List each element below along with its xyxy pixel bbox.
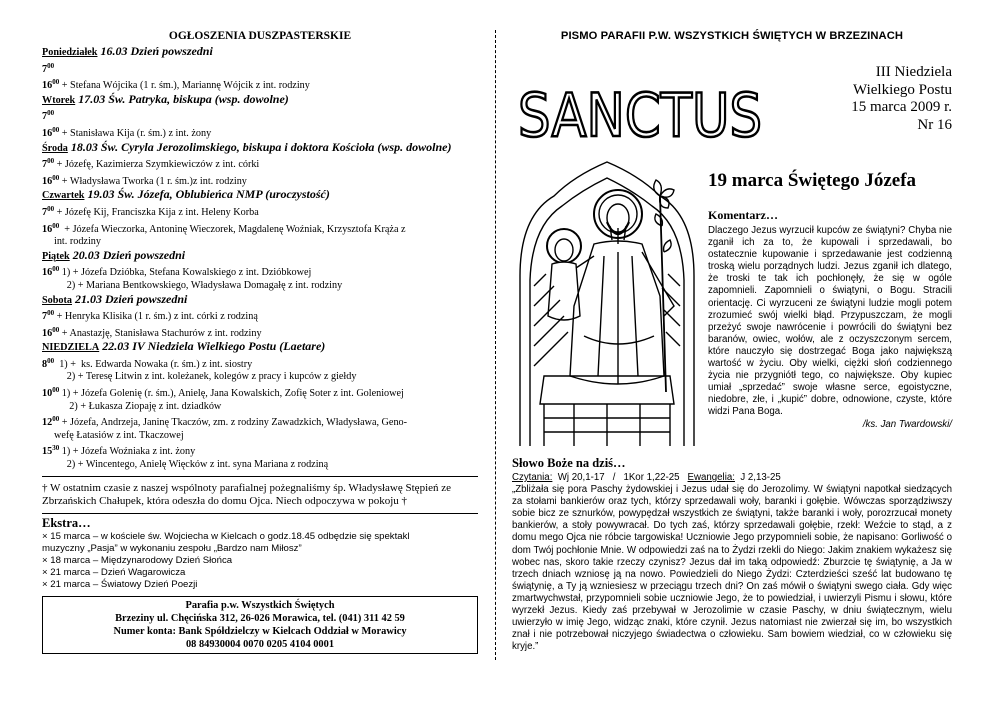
newsletter-header: PISMO PARAFII P.W. WSZYSTKICH ŚWIĘTYCH W BRZEZINACH <box>560 30 904 42</box>
mass-hour: 10 <box>42 388 53 400</box>
day-name: Sobota <box>42 294 73 306</box>
day-date: 16.03 Dzień powszedni <box>97 44 213 58</box>
commentary-section <box>708 208 952 431</box>
intention-text: + Stanisława Kija (r. śm.) z int. żony <box>59 127 212 139</box>
saint-joseph-illustration <box>514 156 700 448</box>
mass-intention <box>42 355 478 372</box>
sanctus-logo-text: SANCTUS <box>518 81 762 151</box>
mass-hour: 7 <box>42 206 48 218</box>
announcements-column <box>42 30 478 680</box>
gospel-label: Ewangelia: <box>687 472 735 483</box>
intention-text: 1) + Józefa Golenię (r. śm.), Anielę, Jana Kowalskich, Zofię Soter z int. Goleniowej <box>59 388 404 400</box>
day-date: 18.03 Św. Cyryla Jerozolimskiego, biskupa i doktora Kościoła (wsp. dowolne) <box>67 139 452 154</box>
mass-minute: 00 <box>52 173 60 182</box>
mass-hour: 7 <box>42 311 48 323</box>
commentary-title: Komentarz… <box>708 208 778 222</box>
day-name: NIEDZIELA <box>42 342 100 354</box>
day-header <box>42 45 478 60</box>
intention-text: wefę Łatasiów z int. Tkaczowej <box>54 429 184 441</box>
mass-hour: 16 <box>42 175 53 187</box>
day-header <box>42 249 478 264</box>
ekstra-list <box>42 531 478 592</box>
mass-minute: 00 <box>47 157 55 166</box>
intention-text: + Anastazję, Stanisława Stachurów z int. rodziny <box>59 327 262 339</box>
issue-line: Wielkiego Postu <box>853 81 952 98</box>
intention-text: 2) + Teresę Litwin z int. koleżanek, kolegów z pracy i kupców z giełdy <box>54 371 357 383</box>
day-name: Wtorek <box>42 94 76 106</box>
headline: 19 marca Świętego Józefa <box>708 170 917 191</box>
mass-intention <box>42 384 478 401</box>
mass-minute: 00 <box>52 78 60 87</box>
mass-hour: 15 <box>42 446 53 458</box>
parish-footer-box <box>42 596 478 655</box>
mass-intention <box>42 413 478 430</box>
newsletter-column <box>512 30 952 680</box>
intention-text: 2) + Wincentego, Anielę Więcków z int. syna Mariana z rodziną <box>54 459 329 471</box>
mass-minute: 00 <box>52 386 60 395</box>
mass-minute: 00 <box>52 221 60 230</box>
ekstra-item: × 18 marca – Międzynarodowy Dzień Słońca <box>42 555 233 567</box>
mass-intention <box>42 60 478 77</box>
intention-text: 1) + Józefa Dzióbka, Stefana Kowalskiego z int. Dzióbkowej <box>59 267 312 279</box>
mass-hour: 12 <box>42 417 53 429</box>
intention-text: int. rodziny <box>54 236 101 248</box>
mass-minute: 00 <box>52 265 60 274</box>
intention-text: 2) + Łukasza Ziopaję z int. dziadków <box>54 400 222 412</box>
separator <box>42 513 478 514</box>
issue-line: III Niedziela <box>875 64 952 80</box>
obituary-notice: † W ostatnim czasie z naszej wspólnoty parafialnej pożegnaliśmy śp. Władysławę Stępień ze Zbrzańskich Chałupek, która odeszła do domu Ojca. Niech odpoczywa w pokoju † <box>42 481 452 508</box>
mass-minute: 00 <box>47 204 55 213</box>
day-header <box>42 93 478 108</box>
mass-intention <box>42 430 478 443</box>
mass-hour: 16 <box>42 267 53 279</box>
day-date: 22.03 IV Niedziela Wielkiego Postu (Laetare) <box>99 339 326 354</box>
intention-text: + Stefana Wójcika (1 r. śm.), Mariannę Wójcik z int. rodziny <box>59 80 310 92</box>
mass-intention <box>42 401 478 414</box>
mass-hour: 16 <box>42 327 53 339</box>
day-header <box>42 340 478 355</box>
mass-minute: 00 <box>52 125 60 134</box>
footer-line: Parafia p.w. Wszystkich Świętych <box>185 599 335 611</box>
commentary-text <box>708 225 952 431</box>
mass-intention <box>42 324 478 341</box>
readings-line <box>512 472 952 484</box>
day-date: 20.03 Dzień powszedni <box>69 247 186 262</box>
day-name: Piątek <box>42 250 70 262</box>
day-date: 21.03 Dzień powszedni <box>72 291 188 306</box>
announcements-schedule <box>42 45 478 472</box>
day-header <box>42 188 478 203</box>
day-name: Poniedziałek <box>42 47 98 58</box>
announcements-title: OGŁOSZENIA DUSZPASTERSKIE <box>168 30 352 42</box>
mass-minute: 00 <box>52 415 60 424</box>
footer-line: 08 84930004 0070 0205 4104 0001 <box>185 639 335 651</box>
mass-intention <box>42 459 478 472</box>
footer-line: Numer konta: Bank Spółdzielczy w Kielcach Oddział w Morawicy <box>113 626 407 638</box>
intention-text: + Józefę Kij, Franciszka Kija z int. Heleny Korba <box>54 206 259 218</box>
mass-intention <box>42 155 478 172</box>
readings-label: Czytania: <box>512 472 553 483</box>
intention-text: + Józefa, Andrzeja, Janinę Tkaczów, zm. z rodziny Zawadzkich, Władysława, Geno- <box>59 417 408 429</box>
mass-minute: 00 <box>52 325 60 334</box>
commentary-signature: /ks. Jan Twardowski/ <box>862 418 952 430</box>
day-date: 19.03 Św. Józefa, Oblubieńca NMP (uroczystość) <box>84 187 330 202</box>
issue-info <box>851 64 952 134</box>
intention-text: + Henryka Klisika (1 r. śm.) z int. córki z rodziną <box>54 311 258 323</box>
mass-hour: 7 <box>42 111 48 123</box>
mass-intention <box>42 220 478 237</box>
mass-hour: 16 <box>42 223 53 235</box>
issue-line: 15 marca 2009 r. <box>851 99 952 115</box>
gospel-title: Słowo Boże na dziś… <box>512 456 626 470</box>
mass-intention <box>42 371 478 384</box>
ekstra-title: Ekstra… <box>42 515 91 530</box>
mass-intention <box>42 76 478 93</box>
intention-text: + Józefa Wieczorka, Antoninę Wieczorek, Magdalenę Woźniak, Krzysztofa Krąża z <box>59 223 406 235</box>
mass-intention <box>42 203 478 220</box>
mass-intention <box>42 172 478 189</box>
mass-minute: 00 <box>47 309 55 318</box>
gospel-text: „Zbliżała się pora Paschy żydowskiej i Jezus udał się do Jerozolimy. W świątyni napotkał siedzących za stołami bankierów oraz tych, którzy sprzedawali woły, baranki i gołębie. Wówczas sporządziwszy sobie bicz ze sznurków, powypędzał wszystkich ze świątyni, także baranki i woły, porozrzucał monety bankierów, a stoły powywracał. Do tych zaś, którzy sprzedawali gołębie, rzekł: Weźcie to stąd, a z domu mego Ojca nie róbcie targowiska! Uczniowie Jego przypomnieli sobie, że napisano: Gorliwość o dom Twój pochłonie Mnie. W odpowiedzi zaś na to Żydzi rzekli do Niego: Jakim znakiem wykażesz się wobec nas, skoro takie rzeczy czynisz? Jezus dał im taką odpowiedź: Zburzcie tę świątynię, a Ja w trzech dniach wzniosę ją na nowo. Powiedzieli do Niego Żydzi: Czterdzieści sześć lat budowano tę świątynię, a Ty ją wzniesiesz w przeciągu trzech dni? On zaś mówił o świątyni swego ciała. Gdy więc zmartwychwstał, przypomnieli sobie uczniowie Jego, że to powiedział, i uwierzyli Pismu i słowu, które wyrzekł Jezus. Kiedy zaś przebywał w Jerozolimie w czasie Paschy, w dniu świątecznym, wielu uwierzyło w imię Jego, widząc znaki, które czynił. Jezus natomiast nie zwierzał się im, bo wszystkich znał i nie potrzebował niczyjego świadectwa o człowieku. Sam bowiem wiedział, co w człowieku się kryje.” <box>512 484 952 653</box>
separator <box>42 476 478 477</box>
mass-minute: 00 <box>47 109 55 118</box>
readings-refs: Wj 20,1-17 / 1Kor 1,22-25 <box>552 472 688 483</box>
issue-line: Nr 16 <box>917 116 952 133</box>
mass-hour: 16 <box>42 127 53 139</box>
mass-hour: 8 <box>42 358 48 370</box>
day-header <box>42 141 478 156</box>
mass-hour: 7 <box>42 159 48 171</box>
ekstra-item: muzyczny „Pasja” w wykonaniu zespołu „Bardzo nam Miłosz” <box>42 542 302 554</box>
mass-hour: 7 <box>42 63 48 75</box>
ekstra-item: × 15 marca – w kościele św. Wojciecha w Kielcach o godz.18.45 odbędzie się spektakl <box>42 530 410 542</box>
ekstra-item: × 21 marca – Dzień Wagarowicza <box>42 567 186 579</box>
mass-intention <box>42 107 478 124</box>
gospel-ref: J 2,13-25 <box>734 472 781 483</box>
intention-text: 1) + Józefa Woźniaka z int. żony <box>59 446 196 458</box>
gospel-section <box>512 456 952 653</box>
mass-intention <box>42 263 478 280</box>
mass-intention <box>42 442 478 459</box>
ekstra-item: × 21 marca – Światowy Dzień Poezji <box>42 579 198 591</box>
intention-text: 2) + Mariana Bentkowskiego, Władysława Domagałę z int. rodziny <box>54 279 343 291</box>
mass-hour: 16 <box>42 80 53 92</box>
day-name: Środa <box>42 142 68 154</box>
sanctus-logo <box>516 64 766 154</box>
mass-intention <box>42 307 478 324</box>
day-name: Czwartek <box>42 190 85 202</box>
mass-minute: 00 <box>47 61 55 70</box>
commentary-body: Dlaczego Jezus wyrzucił kupców ze świątyni? Chyba nie zganił ich za to, że kupowali i sprzedawali, bo ostatecznie kupowanie i sprzedawanie jest codzienną troską wielu porządnych ludzi. Jezus zganił ich dlatego, że troski te tak ich pochłonęły, że się w ogóle zapomnieli. Zapomnieli o świątyni, o Bogu. Stracili orientację. Ci wyrzuceni ze świątyni ludzie mogli potem zrozumieć swój wielki błąd. Przypuszczam, że mogli przeżyć swoje nawrócenie i powrócili do świątyni bez baranów, owiec, wołów, ale z oczyszczonym sercem, które nauczyło się dostrzegać Boga jako największą wartość w życiu. Oby wielki, ciężki słoń codziennego życia nie przygniótł tego, co największe. Oby kupiec umiał „sprzedać” swoje własne serce, egoistyczne, niedobre, złe, i „kupić” dobre, odnowione, czyste, które widzi Pana Boga. <box>708 225 952 418</box>
mass-intention <box>42 124 478 141</box>
column-divider <box>495 30 496 660</box>
intention-text: 1) + ks. Edwarda Nowaka (r. śm.) z int. siostry <box>54 358 253 370</box>
intention-text: + Władysława Tworka (1 r. śm.)z int. rodziny <box>59 175 247 187</box>
mass-minute: 30 <box>52 444 60 453</box>
day-date: 17.03 Św. Patryka, biskupa (wsp. dowolne) <box>75 91 289 106</box>
day-header <box>42 293 478 308</box>
footer-line: Brzeziny ul. Chęcińska 312, 26-026 Morawica, tel. (041) 311 42 59 <box>115 612 405 624</box>
mass-minute: 00 <box>47 356 55 365</box>
intention-text: + Józefę, Kazimierza Szymkiewiczów z int. córki <box>54 159 260 171</box>
